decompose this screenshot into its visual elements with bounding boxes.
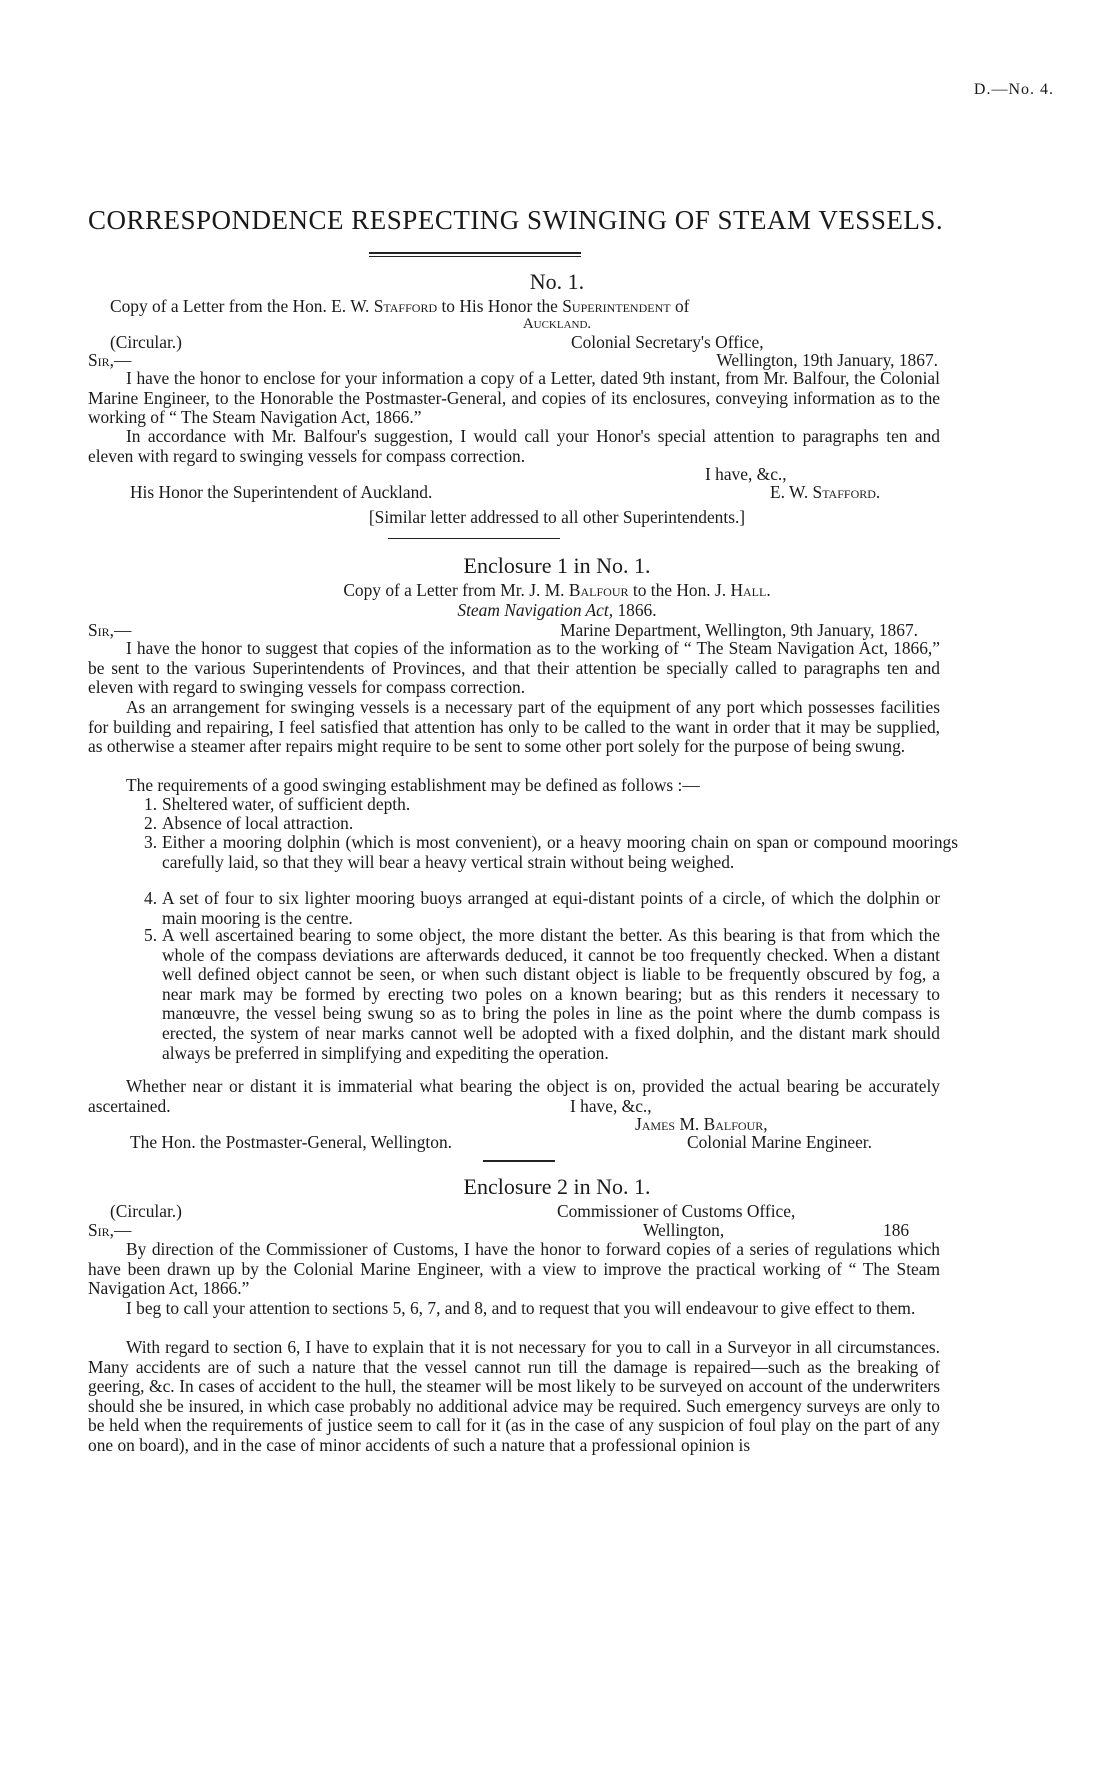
enc2-salutation: Sir,— [88,1220,132,1240]
enc1-caption-hall: Hall. [730,580,771,600]
enc1-paragraph-4: Whether near or distant it is immaterial what bearing the object is on, provided the actual bearing be accurately ascertained. [88,1076,940,1116]
list-item-number: 2. [144,813,158,833]
enc1-signature-title: Colonial Marine Engineer. [687,1132,872,1152]
enc2-year: 186 [883,1220,910,1240]
enc1-caption [0,581,1114,601]
list-item: Sheltered water, of sufficient depth. [162,794,411,814]
no1-caption-superintendent: Superintendent [562,296,671,316]
enc1-subtitle-act: Steam Navigation Act, [457,600,614,620]
enc2-paragraph-2: I beg to call your attention to sections 5, 6, 7, and 8, and to request that you will endeavour to give effect to them. [126,1298,916,1318]
divider-2 [483,1160,555,1162]
no1-salutation: Sir,— [88,350,132,370]
no1-caption-stafford: Stafford [373,296,438,316]
no1-caption-place: Auckland. [522,316,592,332]
enc1-paragraph-2: As an arrangement for swinging vessels is a necessary part of the equipment of any port which possesses facilities for building and repairing, I feel satisfied that attention has only to be called to the want in order that it may be supplied, as otherwise a steamer after repairs might require to be sent to some other port solely for the purpose of being swung. [88,697,940,757]
enc1-caption-balfour: Balfour [568,580,629,600]
divider-1 [388,538,560,539]
list-item-number: 1. [144,794,158,814]
title-rule-top [369,252,581,254]
enc1-paragraph-1: I have the honor to suggest that copies of the information as to the working of “ The Steam Navigation Act, 1866,” be sent to the various Superintendents of Provinces, and that their attention be specially called to paragraphs ten and eleven with regard to swinging vessels for compass correction. [88,638,940,698]
no1-caption-of: of [674,296,690,316]
no1-circular: (Circular.) [110,332,182,352]
enc1-subtitle [0,601,1114,621]
no1-closing: I have, &c., [705,464,787,484]
enc1-closing: I have, &c., [570,1096,652,1116]
list-item: A well ascertained bearing to some object, the more distant the better. As this bearing is that from which the whole of the compass deviations are afterwards deduced, it cannot be too frequently checked. When a distant well defined object cannot be seen, or when such distant object is liable to be frequently obscured by fog, a near mark may be formed by erecting two poles on a known bearing; but as this renders it necessary to manœuvre, the vessel being swung so as to bring the poles in line as the point where the dumb compass is erected, the system of near marks cannot well be adopted with a fixed dolphin, and the distant mark should always be preferred in simplifying and expediting the operation. [162,925,940,1063]
enc2-circular: (Circular.) [110,1201,182,1221]
enc2-paragraph-1: By direction of the Commissioner of Customs, I have the honor to forward copies of a series of regulations which have been drawn up by the Colonial Marine Engineer, with a view to improve the practical working of “ The Steam Navigation Act, 1866.” [88,1239,940,1299]
no1-caption [110,297,940,317]
list-item: Either a mooring dolphin (which is most convenient), or a heavy mooring chain on span or compound moorings carefully laid, so that they will bear a heavy vertical strain without being weighed. [162,832,958,872]
list-item: A set of four to six lighter mooring buoys arranged at equi-distant points of a circle, of which the dolphin or main mooring is the centre. [162,888,940,928]
list-item-number: 3. [144,832,158,852]
page-reference: D.—No. 4. [973,81,1054,98]
enc1-date: Marine Department, Wellington, 9th January, 1867. [560,620,918,640]
no1-date: Wellington, 19th January, 1867. [716,350,938,370]
enc1-subtitle-year: 1866. [617,600,657,620]
enc2-office: Commissioner of Customs Office, [557,1201,796,1221]
enc2-heading: Enclosure 2 in No. 1. [463,1174,651,1199]
no1-heading: No. 1. [529,269,585,294]
enc1-addressee: The Hon. the Postmaster-General, Wellington. [130,1132,452,1152]
title-rule-bottom [369,256,581,257]
enc1-salutation: Sir,— [88,620,132,640]
list-item: Absence of local attraction. [162,813,354,833]
no1-caption-prefix: Copy of a Letter from the Hon. E. W. [110,296,370,316]
enc1-heading: Enclosure 1 in No. 1. [463,553,651,578]
no1-signature: E. W. Stafford. [770,482,881,502]
enc2-place: Wellington, [643,1220,725,1240]
no1-paragraph-2: In accordance with Mr. Balfour's suggestion, I would call your Honor's special attention to paragraphs ten and eleven with regard to swinging vessels for compass correction. [88,426,940,466]
no1-caption-mid: to His Honor the [441,296,558,316]
list-item-number: 4. [144,888,158,908]
enc1-caption-mid: to the Hon. J. [632,580,727,600]
enc1-paragraph-3: The requirements of a good swinging establishment may be defined as follows :— [126,775,700,795]
enc1-caption-prefix: Copy of a Letter from Mr. J. M. [343,580,565,600]
document-title: CORRESPONDENCE RESPECTING SWINGING OF STEAM VESSELS. [88,205,944,235]
enc2-paragraph-3: With regard to section 6, I have to explain that it is not necessary for you to call in a Surveyor in all circumstances. Many accidents are of such a nature that the vessel cannot run till the damage is repaired—such as the breaking of geering, &c. In cases of accident to the hull, the steamer will be most likely to be surveyed on account of the underwriters should she be insured, in which case probably no additional advice may be required. Such emergency surveys are only to be held when the requirements of justice seem to call for it (as in the case of any suspicion of foul play on the part of any one on board), and in the case of minor accidents of such a nature that a professional opinion is [88,1337,940,1455]
no1-note: [Similar letter addressed to all other Superintendents.] [368,507,746,527]
no1-paragraph-1: I have the honor to enclose for your information a copy of a Letter, dated 9th instant, from Mr. Balfour, the Colonial Marine Engineer, to the Honorable the Postmaster-General, and copies of its enclosures, conveying information as to the working of “ The Steam Navigation Act, 1866.” [88,368,940,428]
no1-addressee: His Honor the Superintendent of Auckland. [130,482,433,502]
enc1-signature: James M. Balfour, [635,1114,768,1134]
list-item-number: 5. [144,925,158,945]
no1-office: Colonial Secretary's Office, [571,332,764,352]
